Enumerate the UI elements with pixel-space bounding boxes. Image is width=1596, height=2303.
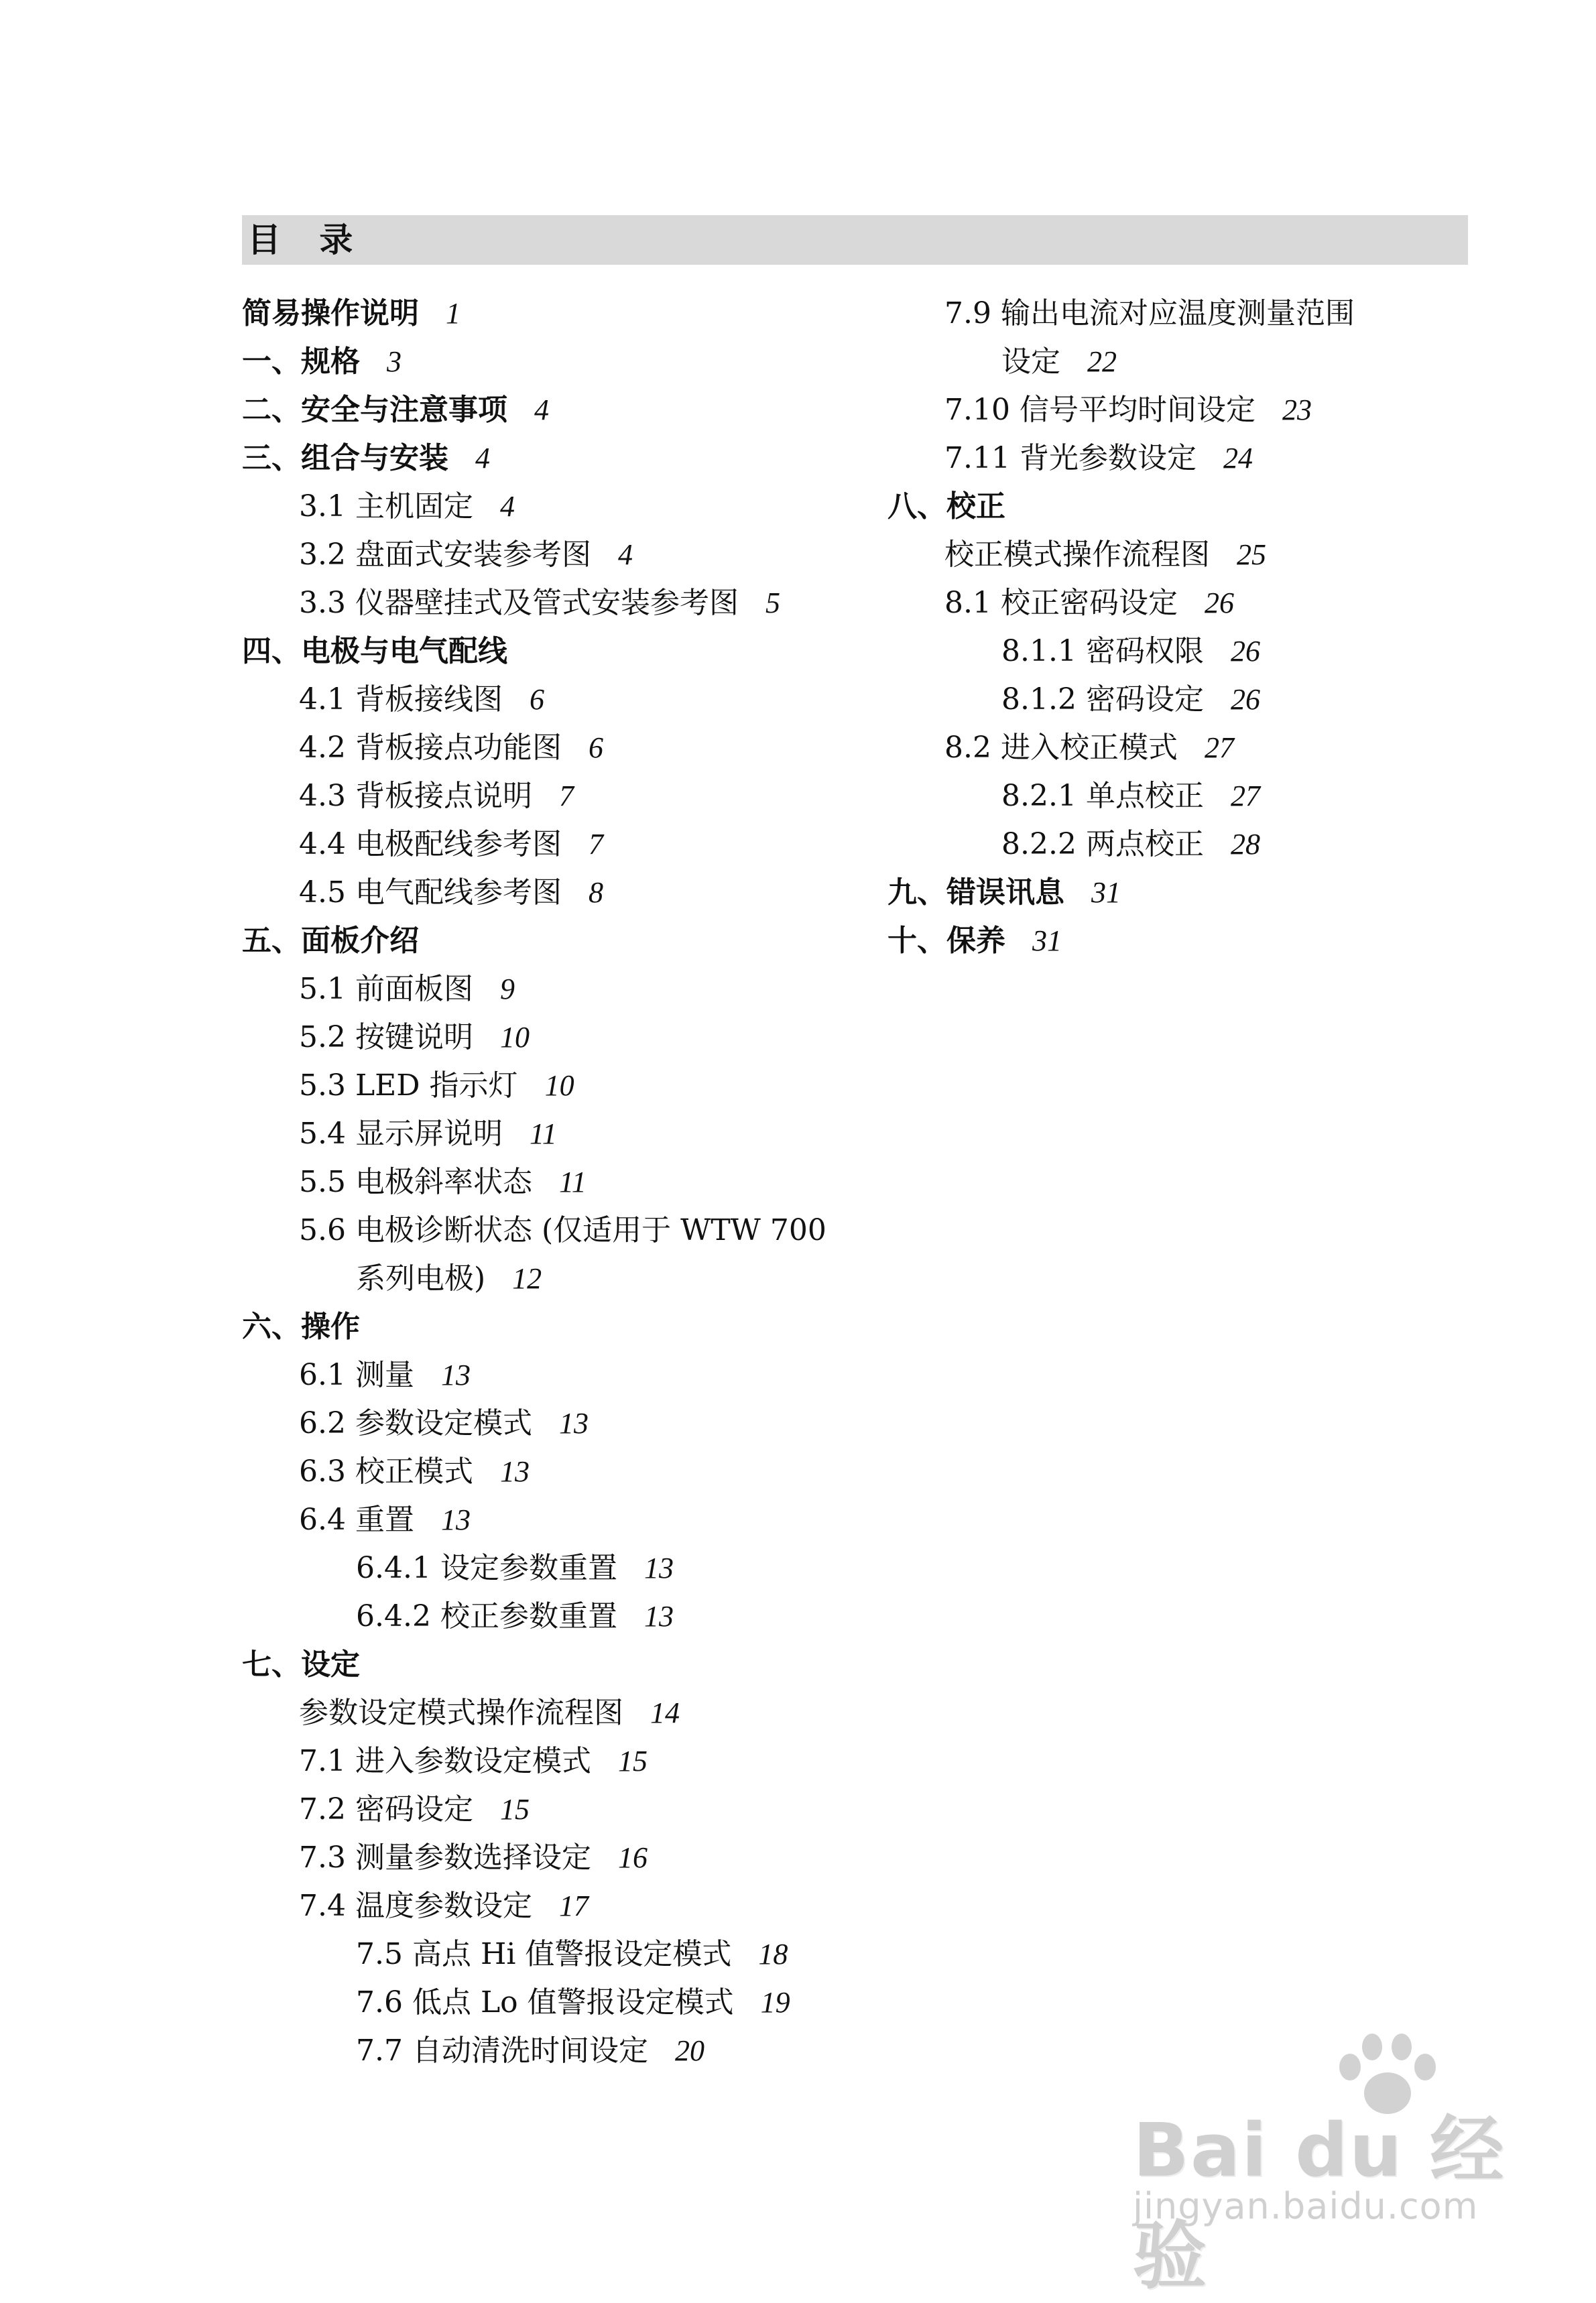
toc-entry-text: 七、设定 bbox=[242, 1647, 360, 1682]
toc-page-number: 11 bbox=[529, 1117, 557, 1150]
toc-entry-text: 一、规格 bbox=[242, 345, 360, 379]
toc-page-number: 25 bbox=[1237, 538, 1266, 571]
toc-entry-text: 6.2 参数设定模式 bbox=[299, 1406, 532, 1440]
toc-entry bbox=[242, 1496, 879, 1544]
watermark-url: jingyan.baidu.com bbox=[1133, 2185, 1479, 2227]
toc-page-number: 3 bbox=[387, 345, 402, 378]
toc-entry-text: 8.1 校正密码设定 bbox=[944, 586, 1178, 620]
toc-entry bbox=[242, 290, 879, 338]
toc-entry-text: 3.3 仪器壁挂式及管式安装参考图 bbox=[299, 586, 739, 620]
toc-entry bbox=[242, 1786, 879, 1834]
toc-entry bbox=[887, 290, 1477, 338]
toc-page-number: 15 bbox=[617, 1745, 648, 1778]
toc-page-number: 4 bbox=[499, 490, 515, 523]
toc-page-number: 31 bbox=[1032, 924, 1062, 957]
toc-entry-text: 六、操作 bbox=[242, 1310, 360, 1344]
toc-entry-text: 7.3 测量参数选择设定 bbox=[299, 1841, 591, 1875]
toc-page-number: 22 bbox=[1087, 345, 1117, 378]
toc-entry-text: 5.2 按键说明 bbox=[299, 1020, 473, 1054]
toc-entry-text: 5.6 电极诊断状态 (仅适用于 WTW 700 bbox=[299, 1213, 826, 1247]
toc-entry bbox=[887, 579, 1477, 627]
toc-entry-text: 4.3 背板接点说明 bbox=[299, 779, 532, 813]
toc-entry-text: 7.10 信号平均时间设定 bbox=[944, 393, 1255, 427]
toc-page-number: 17 bbox=[558, 1889, 589, 1922]
toc-entry-text: 4.1 背板接线图 bbox=[299, 682, 503, 717]
toc-title-bar bbox=[242, 215, 1468, 265]
toc-entry bbox=[242, 531, 879, 579]
toc-entry-text: 校正模式操作流程图 bbox=[944, 538, 1210, 572]
toc-entry-text: 6.4.1 设定参数重置 bbox=[356, 1551, 617, 1585]
toc-entry-text: 设定 bbox=[1001, 345, 1060, 379]
toc-entry bbox=[887, 386, 1477, 434]
toc-entry-text: 八、校正 bbox=[887, 489, 1005, 523]
toc-entry bbox=[242, 917, 879, 965]
toc-entry-text: 7.4 温度参数设定 bbox=[299, 1889, 532, 1923]
toc-entry bbox=[887, 724, 1477, 772]
toc-entry-text: 五、面板介绍 bbox=[242, 924, 419, 958]
toc-page-number: 13 bbox=[643, 1600, 674, 1633]
toc-page-number: 13 bbox=[499, 1455, 530, 1488]
toc-entry-text: 4.2 背板接点功能图 bbox=[299, 731, 562, 765]
toc-page-number: 11 bbox=[558, 1166, 587, 1198]
toc-page-number: 20 bbox=[674, 2034, 704, 2067]
toc-page-number: 13 bbox=[643, 1552, 674, 1584]
toc-page-number: 26 bbox=[1230, 683, 1260, 716]
toc-entry bbox=[242, 1737, 879, 1786]
toc-entry bbox=[887, 869, 1477, 917]
toc-entry bbox=[242, 2027, 879, 2075]
toc-entry bbox=[242, 386, 879, 434]
toc-page-number: 6 bbox=[588, 731, 603, 764]
toc-entry-text: 6.4 重置 bbox=[299, 1503, 414, 1537]
toc-entry bbox=[242, 579, 879, 627]
toc-entry bbox=[242, 965, 879, 1013]
toc-entry-text: 8.2 进入校正模式 bbox=[944, 731, 1178, 765]
toc-entry bbox=[242, 1979, 879, 2027]
toc-entry-text: 九、错误讯息 bbox=[887, 875, 1064, 910]
toc-entry-text: 4.4 电极配线参考图 bbox=[299, 827, 562, 861]
toc-page-number: 28 bbox=[1230, 828, 1260, 861]
toc-entry bbox=[887, 531, 1477, 579]
toc-page-number: 26 bbox=[1230, 635, 1260, 668]
watermark-brand: Bai du 经验 bbox=[1133, 2107, 1506, 2299]
toc-entry bbox=[242, 1834, 879, 1882]
toc-entry-text: 6.3 校正模式 bbox=[299, 1454, 473, 1489]
toc-entry bbox=[887, 434, 1477, 483]
toc-entry bbox=[242, 1882, 879, 1930]
toc-page-number: 15 bbox=[499, 1793, 530, 1826]
toc-entry bbox=[887, 483, 1477, 531]
toc-page-number: 19 bbox=[760, 1986, 790, 2019]
toc-entry bbox=[242, 1641, 879, 1689]
toc-entry bbox=[242, 483, 879, 531]
toc-entry-text: 7.2 密码设定 bbox=[299, 1792, 473, 1826]
toc-page-number: 12 bbox=[512, 1262, 542, 1295]
baidu-jingyan-watermark bbox=[1133, 2031, 1508, 2299]
toc-entry bbox=[242, 820, 879, 869]
toc-entry-text: 二、安全与注意事项 bbox=[242, 393, 507, 427]
toc-page-number: 18 bbox=[758, 1938, 788, 1971]
toc-page-number: 4 bbox=[534, 393, 549, 426]
toc-entry bbox=[242, 1593, 879, 1641]
toc-entry bbox=[242, 1399, 879, 1448]
toc-page-number: 14 bbox=[650, 1696, 680, 1729]
toc-page-number: 7 bbox=[588, 828, 603, 861]
toc-page-number: 31 bbox=[1091, 876, 1121, 909]
toc-entry bbox=[242, 1110, 879, 1158]
toc-entry bbox=[242, 1689, 879, 1737]
toc-right-column bbox=[887, 290, 1477, 965]
toc-entry bbox=[887, 820, 1477, 869]
toc-page-number: 13 bbox=[440, 1359, 471, 1391]
toc-entry-text: 7.5 高点 Hi 值警报设定模式 bbox=[356, 1937, 732, 1971]
toc-entry-text: 8.2.1 单点校正 bbox=[1001, 779, 1204, 813]
toc-title: 目 录 bbox=[247, 221, 367, 259]
toc-entry bbox=[887, 772, 1477, 820]
toc-entry bbox=[242, 1206, 879, 1255]
toc-entry-text: 8.1.2 密码设定 bbox=[1001, 682, 1204, 717]
toc-entry bbox=[887, 627, 1477, 676]
toc-entry bbox=[242, 1930, 879, 1979]
toc-page-number: 4 bbox=[475, 442, 490, 475]
toc-entry bbox=[887, 917, 1477, 965]
toc-entry-text: 7.11 背光参数设定 bbox=[944, 441, 1196, 475]
toc-entry-text: 5.3 LED 指示灯 bbox=[299, 1068, 518, 1103]
toc-entry-text: 简易操作说明 bbox=[242, 296, 419, 330]
toc-page-number: 24 bbox=[1223, 442, 1253, 475]
toc-entry bbox=[887, 676, 1477, 724]
toc-entry bbox=[242, 724, 879, 772]
toc-entry-text: 7.7 自动清洗时间设定 bbox=[356, 2034, 648, 2068]
toc-entry bbox=[242, 1013, 879, 1062]
toc-entry bbox=[242, 1448, 879, 1496]
toc-entry-text: 3.1 主机固定 bbox=[299, 489, 473, 523]
toc-entry bbox=[242, 338, 879, 386]
toc-entry-text: 3.2 盘面式安装参考图 bbox=[299, 538, 591, 572]
toc-page-number: 1 bbox=[446, 297, 461, 330]
toc-page-number: 4 bbox=[617, 538, 633, 571]
toc-entry-text: 4.5 电气配线参考图 bbox=[299, 875, 562, 910]
toc-entry-text: 7.9 输出电流对应温度测量范围 bbox=[944, 296, 1355, 330]
toc-page-number: 26 bbox=[1204, 586, 1234, 619]
toc-entry bbox=[242, 1158, 879, 1206]
toc-entry-text: 5.1 前面板图 bbox=[299, 972, 473, 1006]
toc-page-number: 5 bbox=[765, 586, 780, 619]
toc-entry bbox=[242, 1303, 879, 1351]
toc-entry-text: 7.1 进入参数设定模式 bbox=[299, 1744, 591, 1778]
toc-page-number: 10 bbox=[499, 1021, 530, 1054]
toc-page-number: 6 bbox=[529, 683, 544, 716]
toc-page-number: 7 bbox=[558, 780, 574, 812]
toc-page-number: 13 bbox=[440, 1503, 471, 1536]
toc-page-number: 27 bbox=[1204, 731, 1234, 764]
toc-entry-text: 三、组合与安装 bbox=[242, 441, 448, 475]
toc-page-number: 27 bbox=[1230, 780, 1260, 812]
toc-entry bbox=[242, 1544, 879, 1593]
toc-entry-text: 8.2.2 两点校正 bbox=[1001, 827, 1204, 861]
toc-entry bbox=[242, 627, 879, 676]
toc-entry bbox=[887, 338, 1477, 386]
toc-entry bbox=[242, 1255, 879, 1303]
toc-page-number: 10 bbox=[544, 1069, 574, 1102]
toc-entry bbox=[242, 1062, 879, 1110]
toc-page-number: 16 bbox=[617, 1841, 648, 1874]
toc-entry-text: 5.4 显示屏说明 bbox=[299, 1117, 503, 1151]
toc-entry-text: 参数设定模式操作流程图 bbox=[299, 1696, 623, 1730]
toc-page-number: 9 bbox=[499, 973, 515, 1005]
toc-entry-text: 7.6 低点 Lo 值警报设定模式 bbox=[356, 1985, 734, 2019]
toc-left-column bbox=[242, 290, 879, 2075]
toc-entry bbox=[242, 1351, 879, 1399]
toc-entry-text: 四、电极与电气配线 bbox=[242, 634, 507, 668]
toc-entry bbox=[242, 772, 879, 820]
toc-entry bbox=[242, 869, 879, 917]
toc-entry-text: 6.1 测量 bbox=[299, 1358, 414, 1392]
toc-entry-text: 6.4.2 校正参数重置 bbox=[356, 1599, 617, 1633]
toc-entry-text: 系列电极) bbox=[356, 1261, 486, 1296]
toc-entry bbox=[242, 434, 879, 483]
toc-page-number: 13 bbox=[558, 1407, 589, 1440]
toc-page-number: 23 bbox=[1282, 393, 1312, 426]
toc-entry-text: 8.1.1 密码权限 bbox=[1001, 634, 1204, 668]
toc-entry-text: 5.5 电极斜率状态 bbox=[299, 1165, 532, 1199]
toc-page-number: 8 bbox=[588, 876, 603, 909]
toc-entry bbox=[242, 676, 879, 724]
toc-entry-text: 十、保养 bbox=[887, 924, 1005, 958]
